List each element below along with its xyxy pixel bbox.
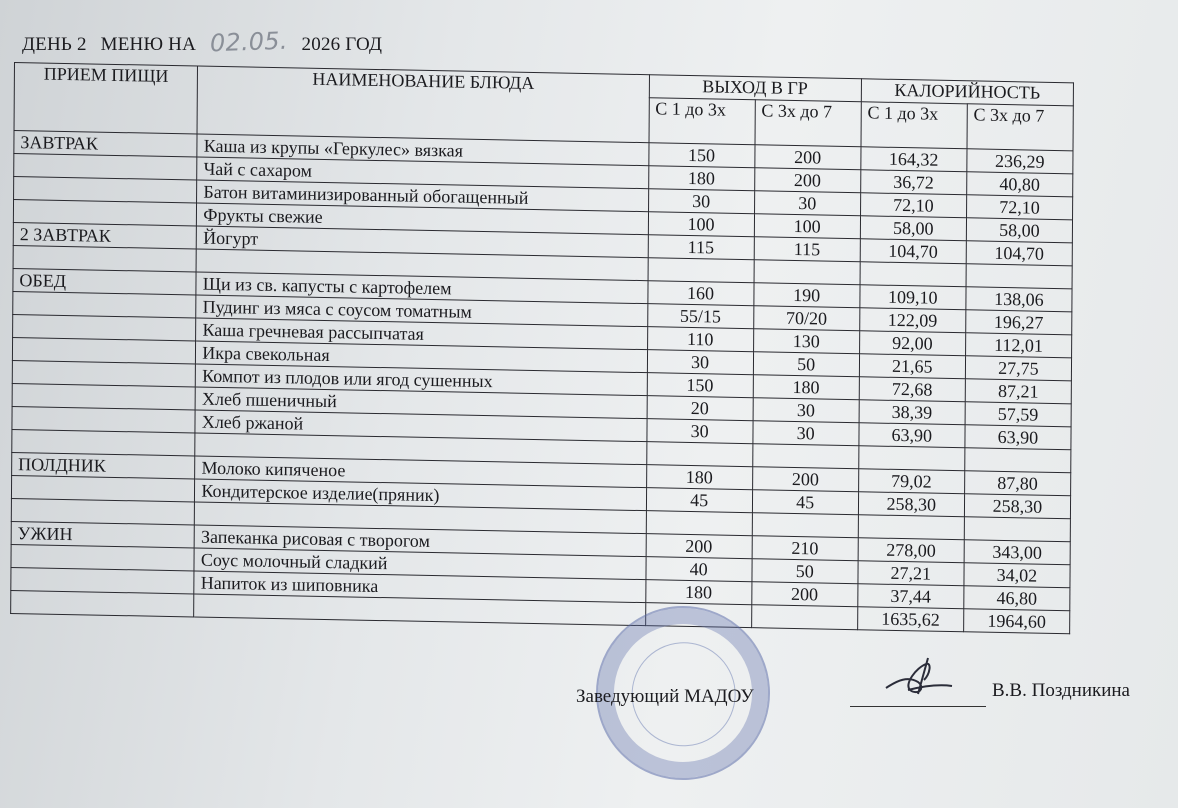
row-cal-age2-cell: 58,00 xyxy=(966,218,1072,243)
row-cal-age2-cell: 87,80 xyxy=(964,471,1070,496)
row-cal-age1-cell: 164,32 xyxy=(861,147,967,172)
signature-line xyxy=(850,706,986,707)
row-yield-age2-cell: 45 xyxy=(752,490,858,515)
row-dish-cell: Хлеб пшеничный xyxy=(195,387,646,419)
row-meal-cell xyxy=(12,383,196,410)
row-yield-age1-cell: 55/15 xyxy=(647,304,753,329)
row-cal-age1-cell: 92,00 xyxy=(859,331,965,356)
row-yield-age2-cell: 115 xyxy=(754,237,860,262)
row-yield-age2-cell: 200 xyxy=(754,145,860,170)
row-yield-age2-cell: 30 xyxy=(753,398,859,423)
row-yield-age2-cell: 180 xyxy=(753,375,859,400)
row-yield-age2-cell: 190 xyxy=(754,283,860,308)
row-cal-age2-cell: 236,29 xyxy=(967,149,1073,174)
row-cal-age1-cell: 37,44 xyxy=(858,584,964,609)
row-yield-age2-cell: 200 xyxy=(751,582,857,607)
row-yield-age1-cell: 110 xyxy=(647,327,753,352)
row-cal-age1-cell: 21,65 xyxy=(859,354,965,379)
row-yield-age1-cell: 160 xyxy=(647,281,753,306)
row-cal-age1-cell: 38,39 xyxy=(859,400,965,425)
row-cal-age1-cell: 79,02 xyxy=(858,469,964,494)
row-yield-age1-cell xyxy=(646,442,752,467)
row-cal-age2-cell: 196,27 xyxy=(966,310,1072,335)
row-cal-age2-cell xyxy=(964,517,1070,542)
row-yield-age1-cell: 180 xyxy=(646,465,752,490)
menu-table-body xyxy=(11,131,1073,634)
row-yield-age2-cell: 130 xyxy=(753,329,859,354)
row-cal-age2-cell: 1964,60 xyxy=(963,609,1069,634)
row-cal-age2-cell: 104,70 xyxy=(966,241,1072,266)
row-yield-age1-cell: 150 xyxy=(648,143,754,168)
row-yield-age2-cell: 70/20 xyxy=(753,306,859,331)
col-header-calories: КАЛОРИЙНОСТЬ xyxy=(861,79,1073,106)
col-header-dish: НАИМЕНОВАНИЕ БЛЮДА xyxy=(197,66,649,143)
row-yield-age2-cell: 30 xyxy=(753,421,859,446)
row-yield-age2-cell xyxy=(754,260,860,285)
row-cal-age1-cell: 1635,62 xyxy=(857,607,963,632)
row-meal-cell: ОБЕД xyxy=(13,268,197,295)
row-cal-age2-cell: 57,59 xyxy=(965,402,1071,427)
row-yield-age1-cell: 30 xyxy=(646,419,752,444)
row-dish-cell: Напиток из шиповника xyxy=(194,571,645,603)
row-cal-age1-cell: 278,00 xyxy=(858,538,964,563)
row-cal-age1-cell: 72,10 xyxy=(860,193,966,218)
row-cal-age1-cell: 27,21 xyxy=(858,561,964,586)
row-cal-age2-cell: 112,01 xyxy=(965,333,1071,358)
row-yield-age1-cell xyxy=(648,258,754,283)
row-cal-age1-cell: 36,72 xyxy=(860,170,966,195)
row-cal-age1-cell: 258,30 xyxy=(858,492,964,517)
signature-icon xyxy=(878,650,958,700)
row-meal-cell: 2 ЗАВТРАК xyxy=(13,222,197,249)
row-cal-age1-cell xyxy=(858,515,964,540)
row-meal-cell: УЖИН xyxy=(11,521,195,548)
row-yield-age1-cell: 100 xyxy=(648,212,754,237)
row-dish-cell: Хлеб ржаной xyxy=(195,410,646,442)
table-header-row xyxy=(14,63,1073,106)
row-dish-cell: Запеканка рисовая с творогом xyxy=(194,525,645,557)
row-dish-cell: Йогурт xyxy=(197,226,648,258)
row-cal-age2-cell: 27,75 xyxy=(965,356,1071,381)
row-dish-cell: Икра свекольная xyxy=(196,341,647,373)
row-yield-age2-cell: 200 xyxy=(752,467,858,492)
signatory-name: В.В. Поздникина xyxy=(992,680,1130,701)
row-cal-age1-cell: 63,90 xyxy=(859,423,965,448)
row-cal-age1-cell: 109,10 xyxy=(860,285,966,310)
row-meal-cell xyxy=(11,590,195,617)
signatory-role: Заведующий МАДОУ xyxy=(576,686,754,707)
row-dish-cell: Компот из плодов или ягод сушенных xyxy=(196,364,647,396)
handwritten-date: 02.05. xyxy=(209,26,289,58)
menu-header xyxy=(22,28,382,56)
row-cal-age2-cell: 46,80 xyxy=(964,586,1070,611)
row-yield-age2-cell: 210 xyxy=(752,536,858,561)
row-cal-age1-cell: 72,68 xyxy=(859,377,965,402)
row-yield-age1-cell: 40 xyxy=(646,557,752,582)
row-yield-age1-cell: 30 xyxy=(648,189,754,214)
row-cal-age2-cell: 72,10 xyxy=(966,195,1072,220)
row-dish-cell: Кондитерское изделие(пряник) xyxy=(195,479,646,511)
row-dish-cell: Чай с сахаром xyxy=(197,157,648,189)
row-cal-age1-cell: 58,00 xyxy=(860,216,966,241)
row-yield-age1-cell: 115 xyxy=(648,235,754,260)
row-dish-cell: Каша из крупы «Геркулес» вязкая xyxy=(197,134,648,166)
row-yield-age2-cell: 30 xyxy=(754,191,860,216)
subheader-cal-age1: С 1 до 3х xyxy=(861,102,967,149)
row-yield-age2-cell: 100 xyxy=(754,214,860,239)
col-header-meal: ПРИЕМ ПИЩИ xyxy=(14,63,198,135)
row-dish-cell: Фрукты свежие xyxy=(197,203,648,235)
row-dish-cell: Батон витаминизированный обогащенный xyxy=(197,180,648,212)
row-yield-age1-cell: 200 xyxy=(646,534,752,559)
row-meal-cell: ПОЛДНИК xyxy=(12,452,196,479)
row-cal-age2-cell xyxy=(966,264,1072,289)
row-dish-cell: Каша гречневая рассыпчатая xyxy=(196,318,647,350)
row-yield-age1-cell: 180 xyxy=(645,580,751,605)
menu-label: МЕНЮ НА xyxy=(100,34,196,55)
row-cal-age1-cell: 122,09 xyxy=(859,308,965,333)
row-cal-age2-cell: 34,02 xyxy=(964,563,1070,588)
menu-table xyxy=(10,62,1074,634)
row-yield-age2-cell: 200 xyxy=(754,168,860,193)
row-cal-age2-cell xyxy=(965,448,1071,473)
row-cal-age2-cell: 258,30 xyxy=(964,494,1070,519)
row-cal-age2-cell: 343,00 xyxy=(964,540,1070,565)
subheader-yield-age2: С 3х до 7 xyxy=(755,100,861,147)
row-cal-age1-cell: 104,70 xyxy=(860,239,966,264)
subheader-yield-age1: С 1 до 3х xyxy=(649,98,755,145)
row-yield-age2-cell xyxy=(752,513,858,538)
row-cal-age2-cell: 138,06 xyxy=(966,287,1072,312)
row-cal-age1-cell xyxy=(859,446,965,471)
row-yield-age1-cell: 150 xyxy=(647,373,753,398)
row-cal-age2-cell: 63,90 xyxy=(965,425,1071,450)
col-header-yield: ВЫХОД В ГР xyxy=(649,75,861,102)
row-yield-age1-cell: 20 xyxy=(647,396,753,421)
row-cal-age1-cell xyxy=(860,262,966,287)
row-yield-age2-cell xyxy=(752,444,858,469)
row-cal-age2-cell: 87,21 xyxy=(965,379,1071,404)
subheader-cal-age2: С 3х до 7 xyxy=(967,104,1073,151)
row-yield-age2-cell xyxy=(751,605,857,630)
row-yield-age1-cell: 180 xyxy=(648,166,754,191)
row-yield-age2-cell: 50 xyxy=(752,559,858,584)
row-dish-cell: Щи из св. капусты с картофелем xyxy=(196,272,647,304)
year-label: 2026 ГОД xyxy=(301,34,383,55)
row-yield-age1-cell: 45 xyxy=(646,488,752,513)
row-dish-cell: Пудинг из мяса с соусом томатным xyxy=(196,295,647,327)
row-yield-age1-cell xyxy=(646,511,752,536)
row-dish-cell: Молоко кипяченое xyxy=(195,456,646,488)
day-label: ДЕНЬ 2 xyxy=(22,34,87,55)
row-cal-age2-cell: 40,80 xyxy=(967,172,1073,197)
row-yield-age2-cell: 50 xyxy=(753,352,859,377)
row-meal-cell: ЗАВТРАК xyxy=(14,131,198,158)
row-dish-cell: Соус молочный сладкий xyxy=(194,548,645,580)
row-yield-age1-cell: 30 xyxy=(647,350,753,375)
